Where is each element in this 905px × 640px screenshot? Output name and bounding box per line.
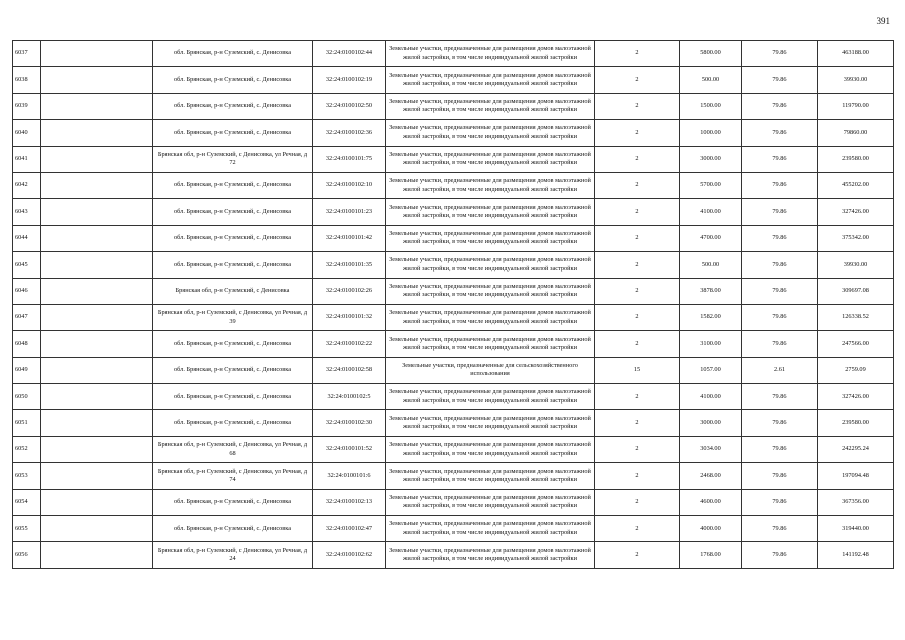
specific-value-cell: 79.86 <box>742 146 818 172</box>
area-cell: 3878.00 <box>680 278 742 304</box>
area-cell: 3000.00 <box>680 410 742 436</box>
permitted-use-cell: Земельные участки, предназначенные для сельскохозяйственного использования <box>386 357 595 383</box>
blank-cell <box>41 384 153 410</box>
cadastral-value-cell: 39930.00 <box>818 67 894 93</box>
cadastral-number-cell: 32:24:0100102:44 <box>313 41 386 67</box>
area-cell: 3000.00 <box>680 146 742 172</box>
table-row <box>13 331 894 357</box>
use-group-cell: 2 <box>595 225 680 251</box>
row-number-cell: 6045 <box>13 252 41 278</box>
row-number-cell: 6049 <box>13 357 41 383</box>
cadastral-number-cell: 32:24:0100102:13 <box>313 489 386 515</box>
row-number-cell: 6044 <box>13 225 41 251</box>
cadastral-number-cell: 32:24:0100101:42 <box>313 225 386 251</box>
cadastral-number-cell: 32:24:0100102:62 <box>313 542 386 568</box>
permitted-use-cell: Земельные участки, предназначенные для размещения домов малоэтажной жилой застройки, в том числе индивидуальной жилой застройки <box>386 331 595 357</box>
page-number: 391 <box>876 16 890 26</box>
address-cell: обл. Брянская, р-н Суземский, с. Денисовка <box>153 120 313 146</box>
table-row <box>13 93 894 119</box>
address-cell: Брянская обл, р-н Суземский, с Денисовка, ул Речная, д 74 <box>153 463 313 489</box>
address-cell: обл. Брянская, р-н Суземский, с. Денисовка <box>153 41 313 67</box>
table-row <box>13 436 894 462</box>
use-group-cell: 2 <box>595 542 680 568</box>
permitted-use-cell: Земельные участки, предназначенные для размещения домов малоэтажной жилой застройки, в том числе индивидуальной жилой застройки <box>386 120 595 146</box>
address-cell: обл. Брянская, р-н Суземский, с. Денисовка <box>153 384 313 410</box>
cadastral-value-cell: 39930.00 <box>818 252 894 278</box>
area-cell: 1000.00 <box>680 120 742 146</box>
address-cell: Брянская обл, р-н Суземский, с Денисовка, ул Речная, д 68 <box>153 436 313 462</box>
use-group-cell: 2 <box>595 41 680 67</box>
area-cell: 2468.00 <box>680 463 742 489</box>
address-cell: обл. Брянская, р-н Суземский, с. Денисовка <box>153 410 313 436</box>
use-group-cell: 2 <box>595 304 680 330</box>
row-number-cell: 6053 <box>13 463 41 489</box>
row-number-cell: 6050 <box>13 384 41 410</box>
address-cell: обл. Брянская, р-н Суземский, с. Денисовка <box>153 252 313 278</box>
specific-value-cell: 79.86 <box>742 331 818 357</box>
area-cell: 4700.00 <box>680 225 742 251</box>
row-number-cell: 6041 <box>13 146 41 172</box>
use-group-cell: 2 <box>595 489 680 515</box>
cadastral-number-cell: 32:24:0100102:36 <box>313 120 386 146</box>
cadastral-number-cell: 32:24:0100102:30 <box>313 410 386 436</box>
cadastral-number-cell: 32:24:0100102:5 <box>313 384 386 410</box>
specific-value-cell: 79.86 <box>742 410 818 436</box>
table-row <box>13 357 894 383</box>
specific-value-cell: 79.86 <box>742 516 818 542</box>
permitted-use-cell: Земельные участки, предназначенные для размещения домов малоэтажной жилой застройки, в том числе индивидуальной жилой застройки <box>386 199 595 225</box>
address-cell: обл. Брянская, р-н Суземский, с. Денисовка <box>153 331 313 357</box>
specific-value-cell: 79.86 <box>742 120 818 146</box>
cadastral-value-cell: 463188.00 <box>818 41 894 67</box>
area-cell: 3034.00 <box>680 436 742 462</box>
permitted-use-cell: Земельные участки, предназначенные для размещения домов малоэтажной жилой застройки, в том числе индивидуальной жилой застройки <box>386 516 595 542</box>
address-cell: Брянская обл, р-н Суземский, с Денисовка, ул Речная, д 24 <box>153 542 313 568</box>
table-row <box>13 516 894 542</box>
specific-value-cell: 79.86 <box>742 436 818 462</box>
blank-cell <box>41 331 153 357</box>
area-cell: 1768.00 <box>680 542 742 568</box>
permitted-use-cell: Земельные участки, предназначенные для размещения домов малоэтажной жилой застройки, в том числе индивидуальной жилой застройки <box>386 489 595 515</box>
cadastral-number-cell: 32:24:0100102:26 <box>313 278 386 304</box>
area-cell: 4000.00 <box>680 516 742 542</box>
use-group-cell: 2 <box>595 331 680 357</box>
cadastral-value-cell: 327426.00 <box>818 384 894 410</box>
area-cell: 1500.00 <box>680 93 742 119</box>
blank-cell <box>41 199 153 225</box>
use-group-cell: 2 <box>595 67 680 93</box>
table-row <box>13 542 894 568</box>
cadastral-value-cell: 119790.00 <box>818 93 894 119</box>
permitted-use-cell: Земельные участки, предназначенные для размещения домов малоэтажной жилой застройки, в том числе индивидуальной жилой застройки <box>386 304 595 330</box>
address-cell: обл. Брянская, р-н Суземский, с. Денисовка <box>153 172 313 198</box>
area-cell: 3100.00 <box>680 331 742 357</box>
specific-value-cell: 79.86 <box>742 225 818 251</box>
permitted-use-cell: Земельные участки, предназначенные для размещения домов малоэтажной жилой застройки, в том числе индивидуальной жилой застройки <box>386 93 595 119</box>
row-number-cell: 6039 <box>13 93 41 119</box>
use-group-cell: 2 <box>595 120 680 146</box>
row-number-cell: 6048 <box>13 331 41 357</box>
address-cell: обл. Брянская, р-н Суземский, с. Денисовка <box>153 199 313 225</box>
cadastral-value-cell: 239580.00 <box>818 146 894 172</box>
table-row <box>13 384 894 410</box>
cadastral-number-cell: 32:24:0100101:75 <box>313 146 386 172</box>
table-row <box>13 146 894 172</box>
row-number-cell: 6040 <box>13 120 41 146</box>
use-group-cell: 2 <box>595 199 680 225</box>
row-number-cell: 6043 <box>13 199 41 225</box>
area-cell: 1057.00 <box>680 357 742 383</box>
use-group-cell: 2 <box>595 384 680 410</box>
use-group-cell: 2 <box>595 516 680 542</box>
permitted-use-cell: Земельные участки, предназначенные для размещения домов малоэтажной жилой застройки, в том числе индивидуальной жилой застройки <box>386 41 595 67</box>
row-number-cell: 6042 <box>13 172 41 198</box>
specific-value-cell: 79.86 <box>742 199 818 225</box>
permitted-use-cell: Земельные участки, предназначенные для размещения домов малоэтажной жилой застройки, в том числе индивидуальной жилой застройки <box>386 436 595 462</box>
blank-cell <box>41 146 153 172</box>
blank-cell <box>41 120 153 146</box>
address-cell: обл. Брянская, р-н Суземский, с. Денисовка <box>153 516 313 542</box>
table-row <box>13 463 894 489</box>
use-group-cell: 2 <box>595 146 680 172</box>
use-group-cell: 2 <box>595 436 680 462</box>
permitted-use-cell: Земельные участки, предназначенные для размещения домов малоэтажной жилой застройки, в том числе индивидуальной жилой застройки <box>386 463 595 489</box>
specific-value-cell: 79.86 <box>742 489 818 515</box>
cadastral-number-cell: 32:24:0100102:50 <box>313 93 386 119</box>
address-cell: обл. Брянская, р-н Суземский, с. Денисовка <box>153 225 313 251</box>
blank-cell <box>41 67 153 93</box>
address-cell: Брянская обл, р-н Суземский, с Денисовка, ул Речная, д 39 <box>153 304 313 330</box>
cadastral-value-cell: 319440.00 <box>818 516 894 542</box>
specific-value-cell: 79.86 <box>742 463 818 489</box>
table-row <box>13 410 894 436</box>
permitted-use-cell: Земельные участки, предназначенные для размещения домов малоэтажной жилой застройки, в том числе индивидуальной жилой застройки <box>386 384 595 410</box>
blank-cell <box>41 357 153 383</box>
permitted-use-cell: Земельные участки, предназначенные для размещения домов малоэтажной жилой застройки, в том числе индивидуальной жилой застройки <box>386 146 595 172</box>
specific-value-cell: 79.86 <box>742 304 818 330</box>
cadastral-value-table <box>12 40 894 569</box>
cadastral-number-cell: 32:24:0100101:52 <box>313 436 386 462</box>
cadastral-number-cell: 32:24:0100102:22 <box>313 331 386 357</box>
cadastral-value-cell: 197094.48 <box>818 463 894 489</box>
permitted-use-cell: Земельные участки, предназначенные для размещения домов малоэтажной жилой застройки, в том числе индивидуальной жилой застройки <box>386 252 595 278</box>
blank-cell <box>41 304 153 330</box>
row-number-cell: 6056 <box>13 542 41 568</box>
cadastral-value-cell: 247566.00 <box>818 331 894 357</box>
permitted-use-cell: Земельные участки, предназначенные для размещения домов малоэтажной жилой застройки, в том числе индивидуальной жилой застройки <box>386 542 595 568</box>
blank-cell <box>41 41 153 67</box>
area-cell: 5800.00 <box>680 41 742 67</box>
use-group-cell: 2 <box>595 172 680 198</box>
table-row <box>13 67 894 93</box>
blank-cell <box>41 172 153 198</box>
cadastral-value-cell: 242295.24 <box>818 436 894 462</box>
row-number-cell: 6051 <box>13 410 41 436</box>
row-number-cell: 6055 <box>13 516 41 542</box>
cadastral-value-cell: 309697.08 <box>818 278 894 304</box>
row-number-cell: 6037 <box>13 41 41 67</box>
permitted-use-cell: Земельные участки, предназначенные для размещения домов малоэтажной жилой застройки, в том числе индивидуальной жилой застройки <box>386 172 595 198</box>
cadastral-value-cell: 375342.00 <box>818 225 894 251</box>
cadastral-number-cell: 32:24:0100102:58 <box>313 357 386 383</box>
area-cell: 500.00 <box>680 67 742 93</box>
table-row <box>13 225 894 251</box>
cadastral-number-cell: 32:24:0100101:32 <box>313 304 386 330</box>
address-cell: обл. Брянская, р-н Суземский, с. Денисовка <box>153 357 313 383</box>
table-row <box>13 199 894 225</box>
cadastral-number-cell: 32:24:0100101:35 <box>313 252 386 278</box>
blank-cell <box>41 436 153 462</box>
address-cell: Брянская обл, р-н Суземский, с Денисовка <box>153 278 313 304</box>
use-group-cell: 15 <box>595 357 680 383</box>
cadastral-number-cell: 32:24:0100102:19 <box>313 67 386 93</box>
permitted-use-cell: Земельные участки, предназначенные для размещения домов малоэтажной жилой застройки, в том числе индивидуальной жилой застройки <box>386 278 595 304</box>
table-row <box>13 489 894 515</box>
area-cell: 4600.00 <box>680 489 742 515</box>
row-number-cell: 6046 <box>13 278 41 304</box>
cadastral-value-cell: 79860.00 <box>818 120 894 146</box>
cadastral-value-cell: 239580.00 <box>818 410 894 436</box>
permitted-use-cell: Земельные участки, предназначенные для размещения домов малоэтажной жилой застройки, в том числе индивидуальной жилой застройки <box>386 410 595 436</box>
blank-cell <box>41 225 153 251</box>
address-cell: Брянская обл, р-н Суземский, с Денисовка, ул Речная, д 72 <box>153 146 313 172</box>
table-row <box>13 252 894 278</box>
specific-value-cell: 79.86 <box>742 542 818 568</box>
row-number-cell: 6054 <box>13 489 41 515</box>
cadastral-value-cell: 367356.00 <box>818 489 894 515</box>
blank-cell <box>41 489 153 515</box>
use-group-cell: 2 <box>595 463 680 489</box>
row-number-cell: 6047 <box>13 304 41 330</box>
address-cell: обл. Брянская, р-н Суземский, с. Денисовка <box>153 93 313 119</box>
cadastral-value-cell: 141192.48 <box>818 542 894 568</box>
specific-value-cell: 79.86 <box>742 278 818 304</box>
specific-value-cell: 79.86 <box>742 252 818 278</box>
cadastral-number-cell: 32:24:0100102:10 <box>313 172 386 198</box>
blank-cell <box>41 410 153 436</box>
cadastral-value-cell: 2759.09 <box>818 357 894 383</box>
permitted-use-cell: Земельные участки, предназначенные для размещения домов малоэтажной жилой застройки, в том числе индивидуальной жилой застройки <box>386 225 595 251</box>
table-row <box>13 41 894 67</box>
blank-cell <box>41 516 153 542</box>
blank-cell <box>41 278 153 304</box>
blank-cell <box>41 252 153 278</box>
cadastral-number-cell: 32:24:0100101:23 <box>313 199 386 225</box>
specific-value-cell: 79.86 <box>742 41 818 67</box>
row-number-cell: 6052 <box>13 436 41 462</box>
table-row <box>13 172 894 198</box>
specific-value-cell: 79.86 <box>742 172 818 198</box>
table-row <box>13 304 894 330</box>
use-group-cell: 2 <box>595 93 680 119</box>
blank-cell <box>41 93 153 119</box>
specific-value-cell: 79.86 <box>742 93 818 119</box>
cadastral-value-cell: 327426.00 <box>818 199 894 225</box>
specific-value-cell: 79.86 <box>742 67 818 93</box>
area-cell: 4100.00 <box>680 384 742 410</box>
use-group-cell: 2 <box>595 278 680 304</box>
area-cell: 4100.00 <box>680 199 742 225</box>
permitted-use-cell: Земельные участки, предназначенные для размещения домов малоэтажной жилой застройки, в том числе индивидуальной жилой застройки <box>386 67 595 93</box>
cadastral-value-cell: 455202.00 <box>818 172 894 198</box>
specific-value-cell: 79.86 <box>742 384 818 410</box>
area-cell: 5700.00 <box>680 172 742 198</box>
table-body <box>13 41 894 569</box>
specific-value-cell: 2.61 <box>742 357 818 383</box>
table-row <box>13 120 894 146</box>
cadastral-number-cell: 32:24:0100101:6 <box>313 463 386 489</box>
area-cell: 500.00 <box>680 252 742 278</box>
address-cell: обл. Брянская, р-н Суземский, с. Денисовка <box>153 67 313 93</box>
blank-cell <box>41 542 153 568</box>
address-cell: обл. Брянская, р-н Суземский, с. Денисовка <box>153 489 313 515</box>
table-row <box>13 278 894 304</box>
use-group-cell: 2 <box>595 410 680 436</box>
blank-cell <box>41 463 153 489</box>
cadastral-number-cell: 32:24:0100102:47 <box>313 516 386 542</box>
area-cell: 1582.00 <box>680 304 742 330</box>
use-group-cell: 2 <box>595 252 680 278</box>
cadastral-value-cell: 126338.52 <box>818 304 894 330</box>
row-number-cell: 6038 <box>13 67 41 93</box>
